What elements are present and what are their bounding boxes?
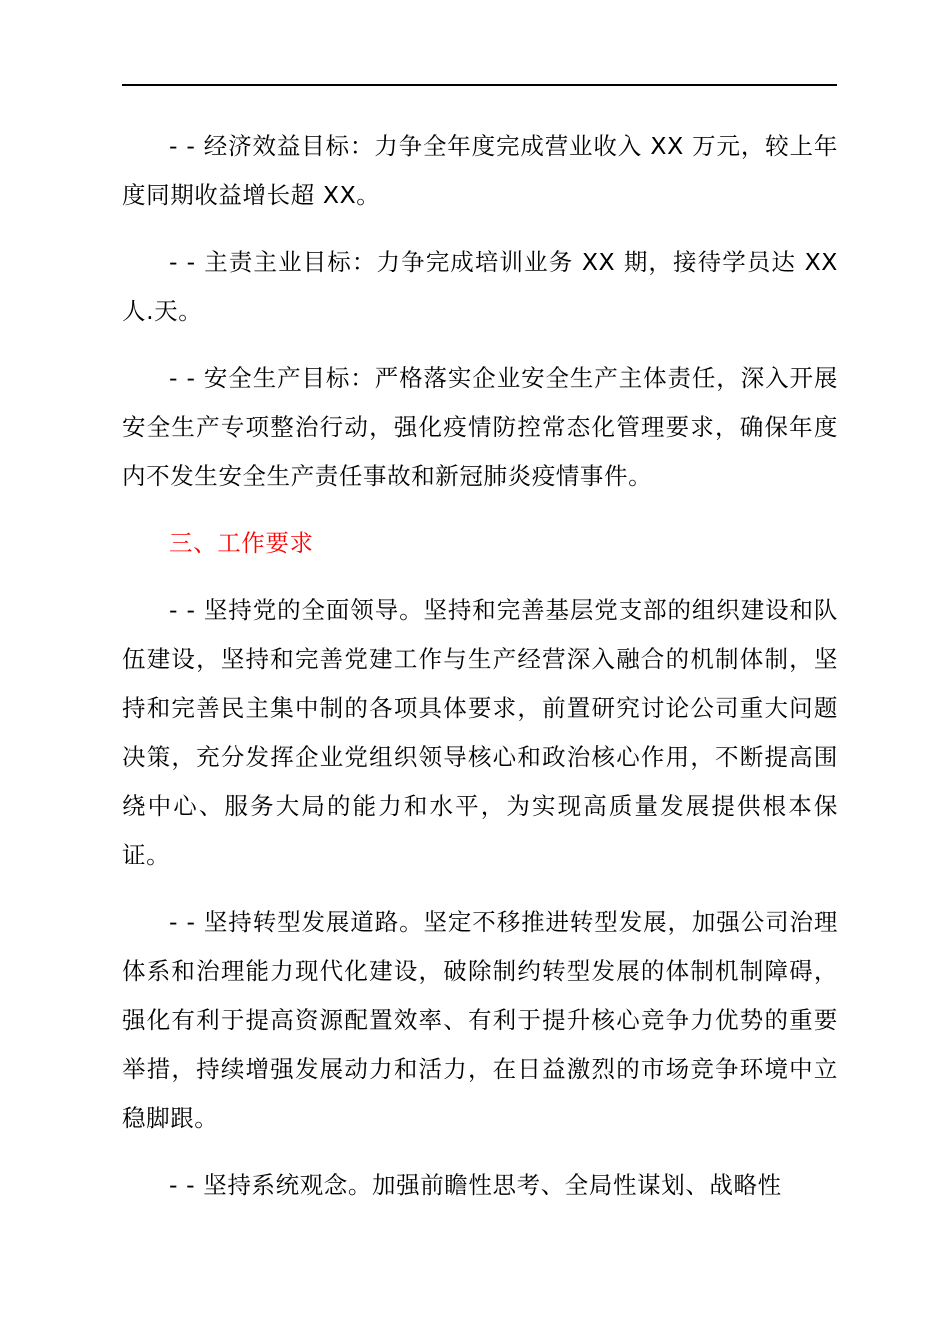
- document-body: [122, 122, 838, 1228]
- paragraph-systemic-view: - - 坚持系统观念。加强前瞻性思考、全局性谋划、战略性: [169, 1171, 782, 1199]
- paragraph-economic-target: - - 经济效益目标：力争全年度完成营业收入 XX 万元，较上年度同期收益增长超 XX。: [122, 132, 838, 209]
- paragraph-party-leadership: - - 坚持党的全面领导。坚持和完善基层党支部的组织建设和队伍建设，坚持和完善党建工作与生产经营深入融合的机制体制，坚持和完善民主集中制的各项具体要求，前置研究讨论公司重大问题决策，充分发挥企业党组织领导核心和政治核心作用，不断提高围绕中心、服务大局的能力和水平，为实现高质量发展提供根本保证。: [122, 596, 838, 869]
- paragraph-core-business-target: - - 主责主业目标：力争完成培训业务 XX 期，接待学员达 XX 人.天。: [122, 248, 838, 325]
- header-rule: [122, 84, 837, 86]
- section-heading: 三、工作要求: [169, 529, 314, 557]
- paragraph-transformation: - - 坚持转型发展道路。坚定不移推进转型发展，加强公司治理体系和治理能力现代化建设，破除制约转型发展的体制机制障碍，强化有利于提高资源配置效率、有利于提升核心竞争力优势的重要举措，持续增强发展动力和活力，在日益激烈的市场竞争环境中立稳脚跟。: [122, 908, 838, 1132]
- paragraph-safety-target: - - 安全生产目标：严格落实企业安全生产主体责任，深入开展安全生产专项整治行动，强化疫情防控常态化管理要求，确保年度内不发生安全生产责任事故和新冠肺炎疫情事件。: [122, 364, 838, 490]
